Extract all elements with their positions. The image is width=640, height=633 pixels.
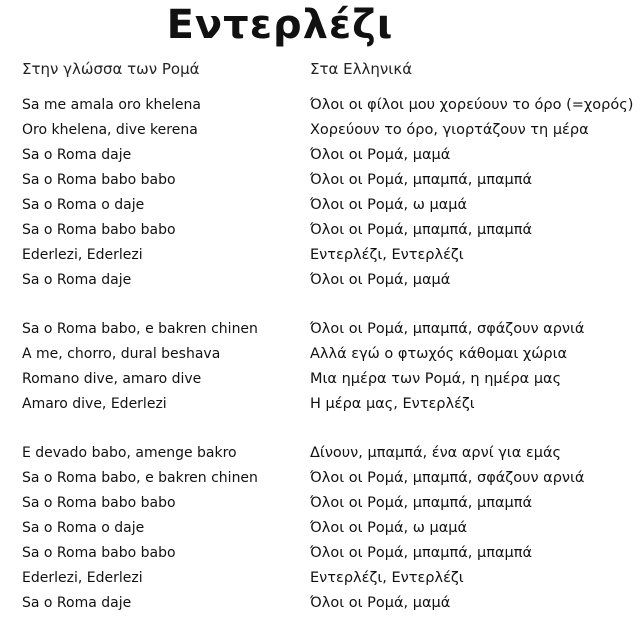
greek-line: Αλλά εγώ ο φτωχός κάθομαι χώρια	[310, 346, 568, 362]
greek-line: Όλοι οι Ρομά, ω μαμά	[310, 197, 468, 213]
romani-line: Romano dive, amaro dive	[22, 371, 202, 387]
romani-line: Sa o Roma o daje	[22, 520, 145, 536]
romani-line: Sa o Roma babo, e bakren chinen	[22, 470, 258, 486]
greek-stanza-3	[310, 441, 638, 616]
greek-line: Όλοι οι Ρομά, μπαμπά, μπαμπά	[310, 495, 533, 511]
page-title: Εντερλέζι	[166, 2, 394, 48]
greek-line: Η μέρα μας, Εντερλέζι	[310, 396, 475, 412]
romani-line: Amaro dive, Ederlezi	[22, 396, 167, 412]
romani-line: Sa o Roma babo babo	[22, 495, 176, 511]
romani-line: Sa o Roma babo babo	[22, 545, 176, 561]
romani-line: E devado babo, amenge bakro	[22, 445, 237, 461]
greek-line: Χορεύουν το όρο, γιορτάζουν τη μέρα	[310, 122, 589, 138]
romani-line: Sa o Roma daje	[22, 147, 132, 163]
greek-line: Μια ημέρα των Ρομά, η ημέρα μας	[310, 371, 562, 387]
romani-line: Sa o Roma daje	[22, 595, 132, 611]
romani-line: Ederlezi, Ederlezi	[22, 570, 143, 586]
greek-line: Όλοι οι Ρομά, μαμά	[310, 272, 451, 288]
romani-line: Sa o Roma o daje	[22, 197, 145, 213]
greek-line: Όλοι οι Ρομά, ω μαμά	[310, 520, 468, 536]
romani-line: Sa o Roma babo babo	[22, 172, 176, 188]
romani-line: Ederlezi, Ederlezi	[22, 247, 143, 263]
romani-line: Sa me amala oro khelena	[22, 97, 201, 113]
greek-line: Εντερλέζι, Εντερλέζι	[310, 247, 464, 263]
romani-line: Sa o Roma daje	[22, 272, 132, 288]
romani-line: Oro khelena, dive kerena	[22, 122, 198, 138]
romani-column	[22, 93, 307, 616]
greek-line: Δίνουν, μπαμπά, ένα αρνί για εμάς	[310, 445, 562, 461]
greek-line: Όλοι οι Ρομά, μπαμπά, σφάζουν αρνιά	[310, 321, 585, 337]
greek-line: Εντερλέζι, Εντερλέζι	[310, 570, 464, 586]
greek-stanza-1	[310, 93, 638, 293]
header-romani: Στην γλώσσα των Ρομά	[22, 60, 200, 78]
greek-line: Όλοι οι Ρομά, μαμά	[310, 595, 451, 611]
romani-line: Sa o Roma babo babo	[22, 222, 176, 238]
romani-stanza-1	[22, 93, 307, 293]
greek-stanza-2	[310, 317, 638, 417]
romani-line: Sa o Roma babo, e bakren chinen	[22, 321, 258, 337]
greek-line: Όλοι οι Ρομά, μπαμπά, μπαμπά	[310, 172, 533, 188]
romani-stanza-3	[22, 441, 307, 616]
header-greek: Στα Ελληνικά	[310, 60, 413, 78]
greek-line: Όλοι οι Ρομά, μπαμπά, μπαμπά	[310, 545, 533, 561]
romani-line: A me, chorro, dural beshava	[22, 346, 221, 362]
greek-line: Όλοι οι Ρομά, μπαμπά, μπαμπά	[310, 222, 533, 238]
greek-line: Όλοι οι Ρομά, μπαμπά, σφάζουν αρνιά	[310, 470, 585, 486]
greek-line: Όλοι οι Ρομά, μαμά	[310, 147, 451, 163]
greek-line: Όλοι οι φίλοι μου χορεύουν το όρο (=χορός)	[310, 97, 634, 113]
greek-column	[310, 93, 638, 616]
romani-stanza-2	[22, 317, 307, 417]
